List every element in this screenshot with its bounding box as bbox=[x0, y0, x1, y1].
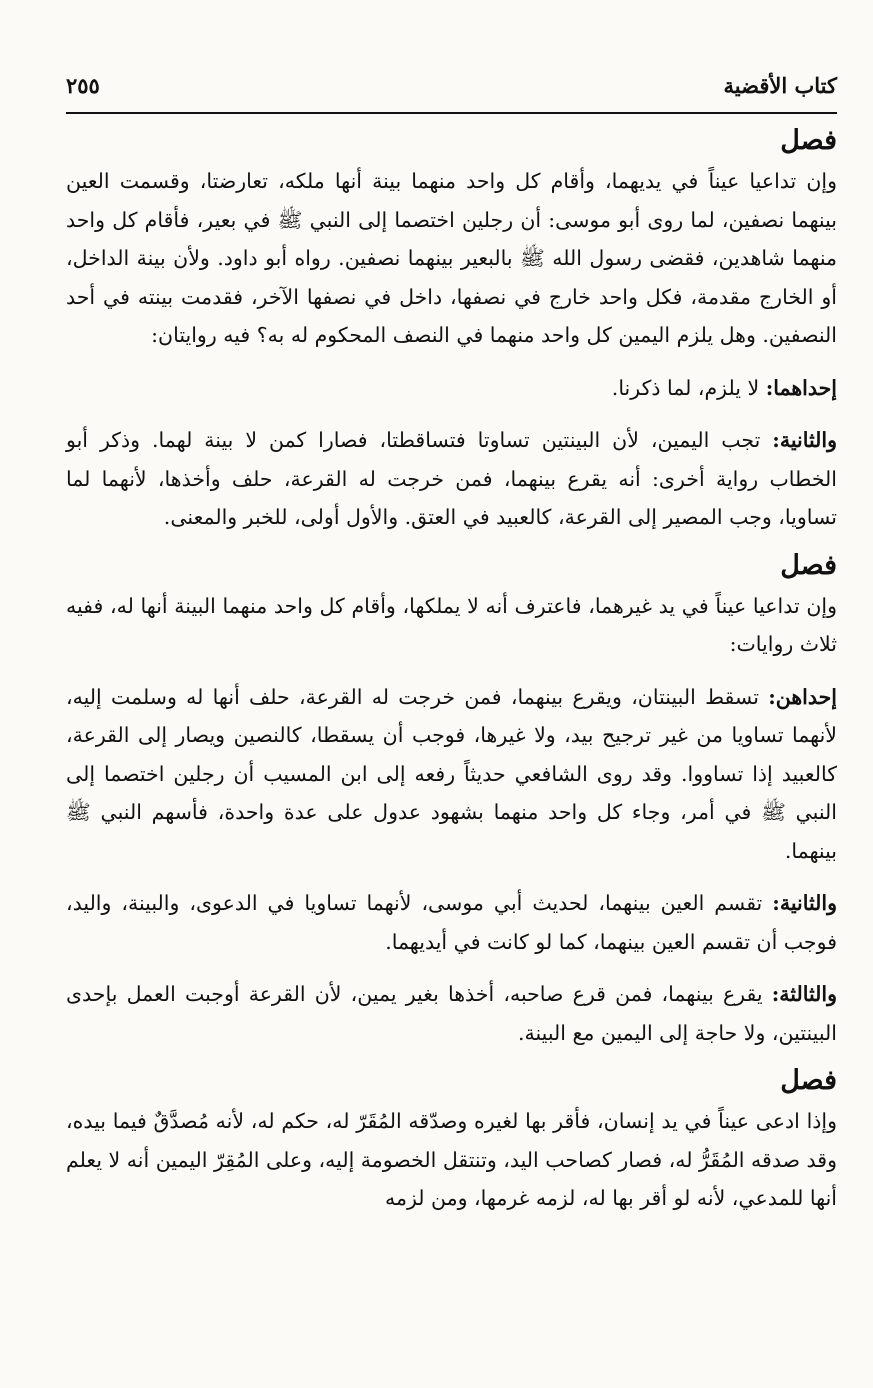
running-head bbox=[66, 62, 837, 98]
section-heading: فصل bbox=[780, 1065, 837, 1096]
paragraph-text: وإن تداعيا عيناً في يد غيرهما، فاعترف أنه لا يملكها، وأقام كل واحد منهما البينة أنها له، ففيه ثلاث روايات: bbox=[66, 593, 837, 656]
paragraph bbox=[66, 421, 837, 537]
paragraph-text: وإذا ادعى عيناً في يد إنسان، فأقر بها لغيره وصدّقه المُقَرّ له، حكم له، لأنه مُصدَّقٌ فيما بيده، وقد صدقه المُقَرُّ له، فصار كصاحب اليد، وتنتقل الخصومة إليه، وعلى المُقِرّ اليمين أنه لا يعلم أنها للمدعي، لأنه لو أقر بها له، لزمه غرمها، ومن لزمه bbox=[66, 1109, 837, 1210]
paragraph-text: يقرع بينهما، فمن قرع صاحبه، أخذها بغير يمين، لأن القرعة أوجبت العمل بإحدى البينتين، ولا حاجة إلى اليمين مع البينة. bbox=[66, 982, 837, 1045]
paragraph-lead: إحداهما: bbox=[765, 375, 837, 400]
paragraph bbox=[66, 369, 837, 408]
paragraph-lead: والثانية: bbox=[772, 428, 837, 452]
paragraph bbox=[66, 884, 837, 961]
paragraph-text: تجب اليمين، لأن البينتين تساوتا فتساقطتا، فصارا كمن لا بينة لهما. وذكر أبو الخطاب رواية أخرى: أنه يقرع بينهما، فمن خرجت له القرعة، حلف وأخذها، لأنهما لما تساويا، وجب المصير إلى القرعة، كالعبيد في العتق. والأول أولى، للخبر والمعنى. bbox=[66, 428, 837, 529]
paragraph bbox=[66, 975, 837, 1052]
paragraph-lead: والثانية: bbox=[772, 891, 837, 915]
paragraph-text: تقسم العين بينهما، لحديث أبي موسى، لأنهما تساويا في الدعوى، والبينة، واليد، فوجب أن تقسم العين بينهما، كما لو كانت في أيديهما. bbox=[66, 891, 837, 954]
page-number: ٢٥٥ bbox=[66, 73, 100, 98]
section-2 bbox=[66, 545, 837, 1053]
section-heading: فصل bbox=[780, 125, 837, 156]
paragraph-text: تسقط البينتان، ويقرع بينهما، فمن خرجت له القرعة، حلف أنها له وسلمت إليه، لأنهما تساويا من غير ترجيح بيد، ولا غيرها، فوجب أن يسقطا، كالنصين ويصار إلى القرعة، كالعبيد إذا تساووا. وقد روى الشافعي حديثاً رفعه إلى ابن المسيب أن رجلين اختصما إلى النبي ﷺ في أمر، وجاء كل واحد منهما بشهود عدول على عدة واحدة، فأسهم النبي ﷺ بينهما. bbox=[66, 684, 837, 863]
paragraph-text: وإن تداعيا عيناً في يديهما، وأقام كل واحد منهما بينة أنها ملكه، تعارضتا، وقسمت العين بينهما نصفين، لما روى أبو موسى: أن رجلين اختصما إلى النبي ﷺ في بعير، فأقام كل واحد منهما شاهدين، فقضى رسول الله ﷺ بالبعير بينهما نصفين. رواه أبو داود. ولأن بينة الداخل، أو الخارج مقدمة، فكل واحد خارج في نصفها، داخل في نصفها الآخر، فقدمت بينته في أحد النصفين. وهل يلزم اليمين كل واحد منهما في النصف المحكوم له به؟ فيه روايتان: bbox=[66, 169, 837, 347]
paragraph-lead: إحداهن: bbox=[768, 684, 837, 709]
running-head-title: كتاب الأقضية bbox=[723, 73, 837, 98]
paragraph bbox=[66, 1102, 837, 1218]
paragraph-lead: والثالثة: bbox=[771, 982, 837, 1006]
paragraph bbox=[66, 587, 837, 664]
section-3 bbox=[66, 1060, 837, 1218]
section-1 bbox=[66, 120, 837, 537]
paragraph-text: لا يلزم، لما ذكرنا. bbox=[611, 375, 766, 400]
header-rule bbox=[66, 112, 837, 114]
section-heading: فصل bbox=[780, 549, 837, 581]
paragraph bbox=[66, 162, 837, 355]
paragraph bbox=[66, 678, 837, 871]
